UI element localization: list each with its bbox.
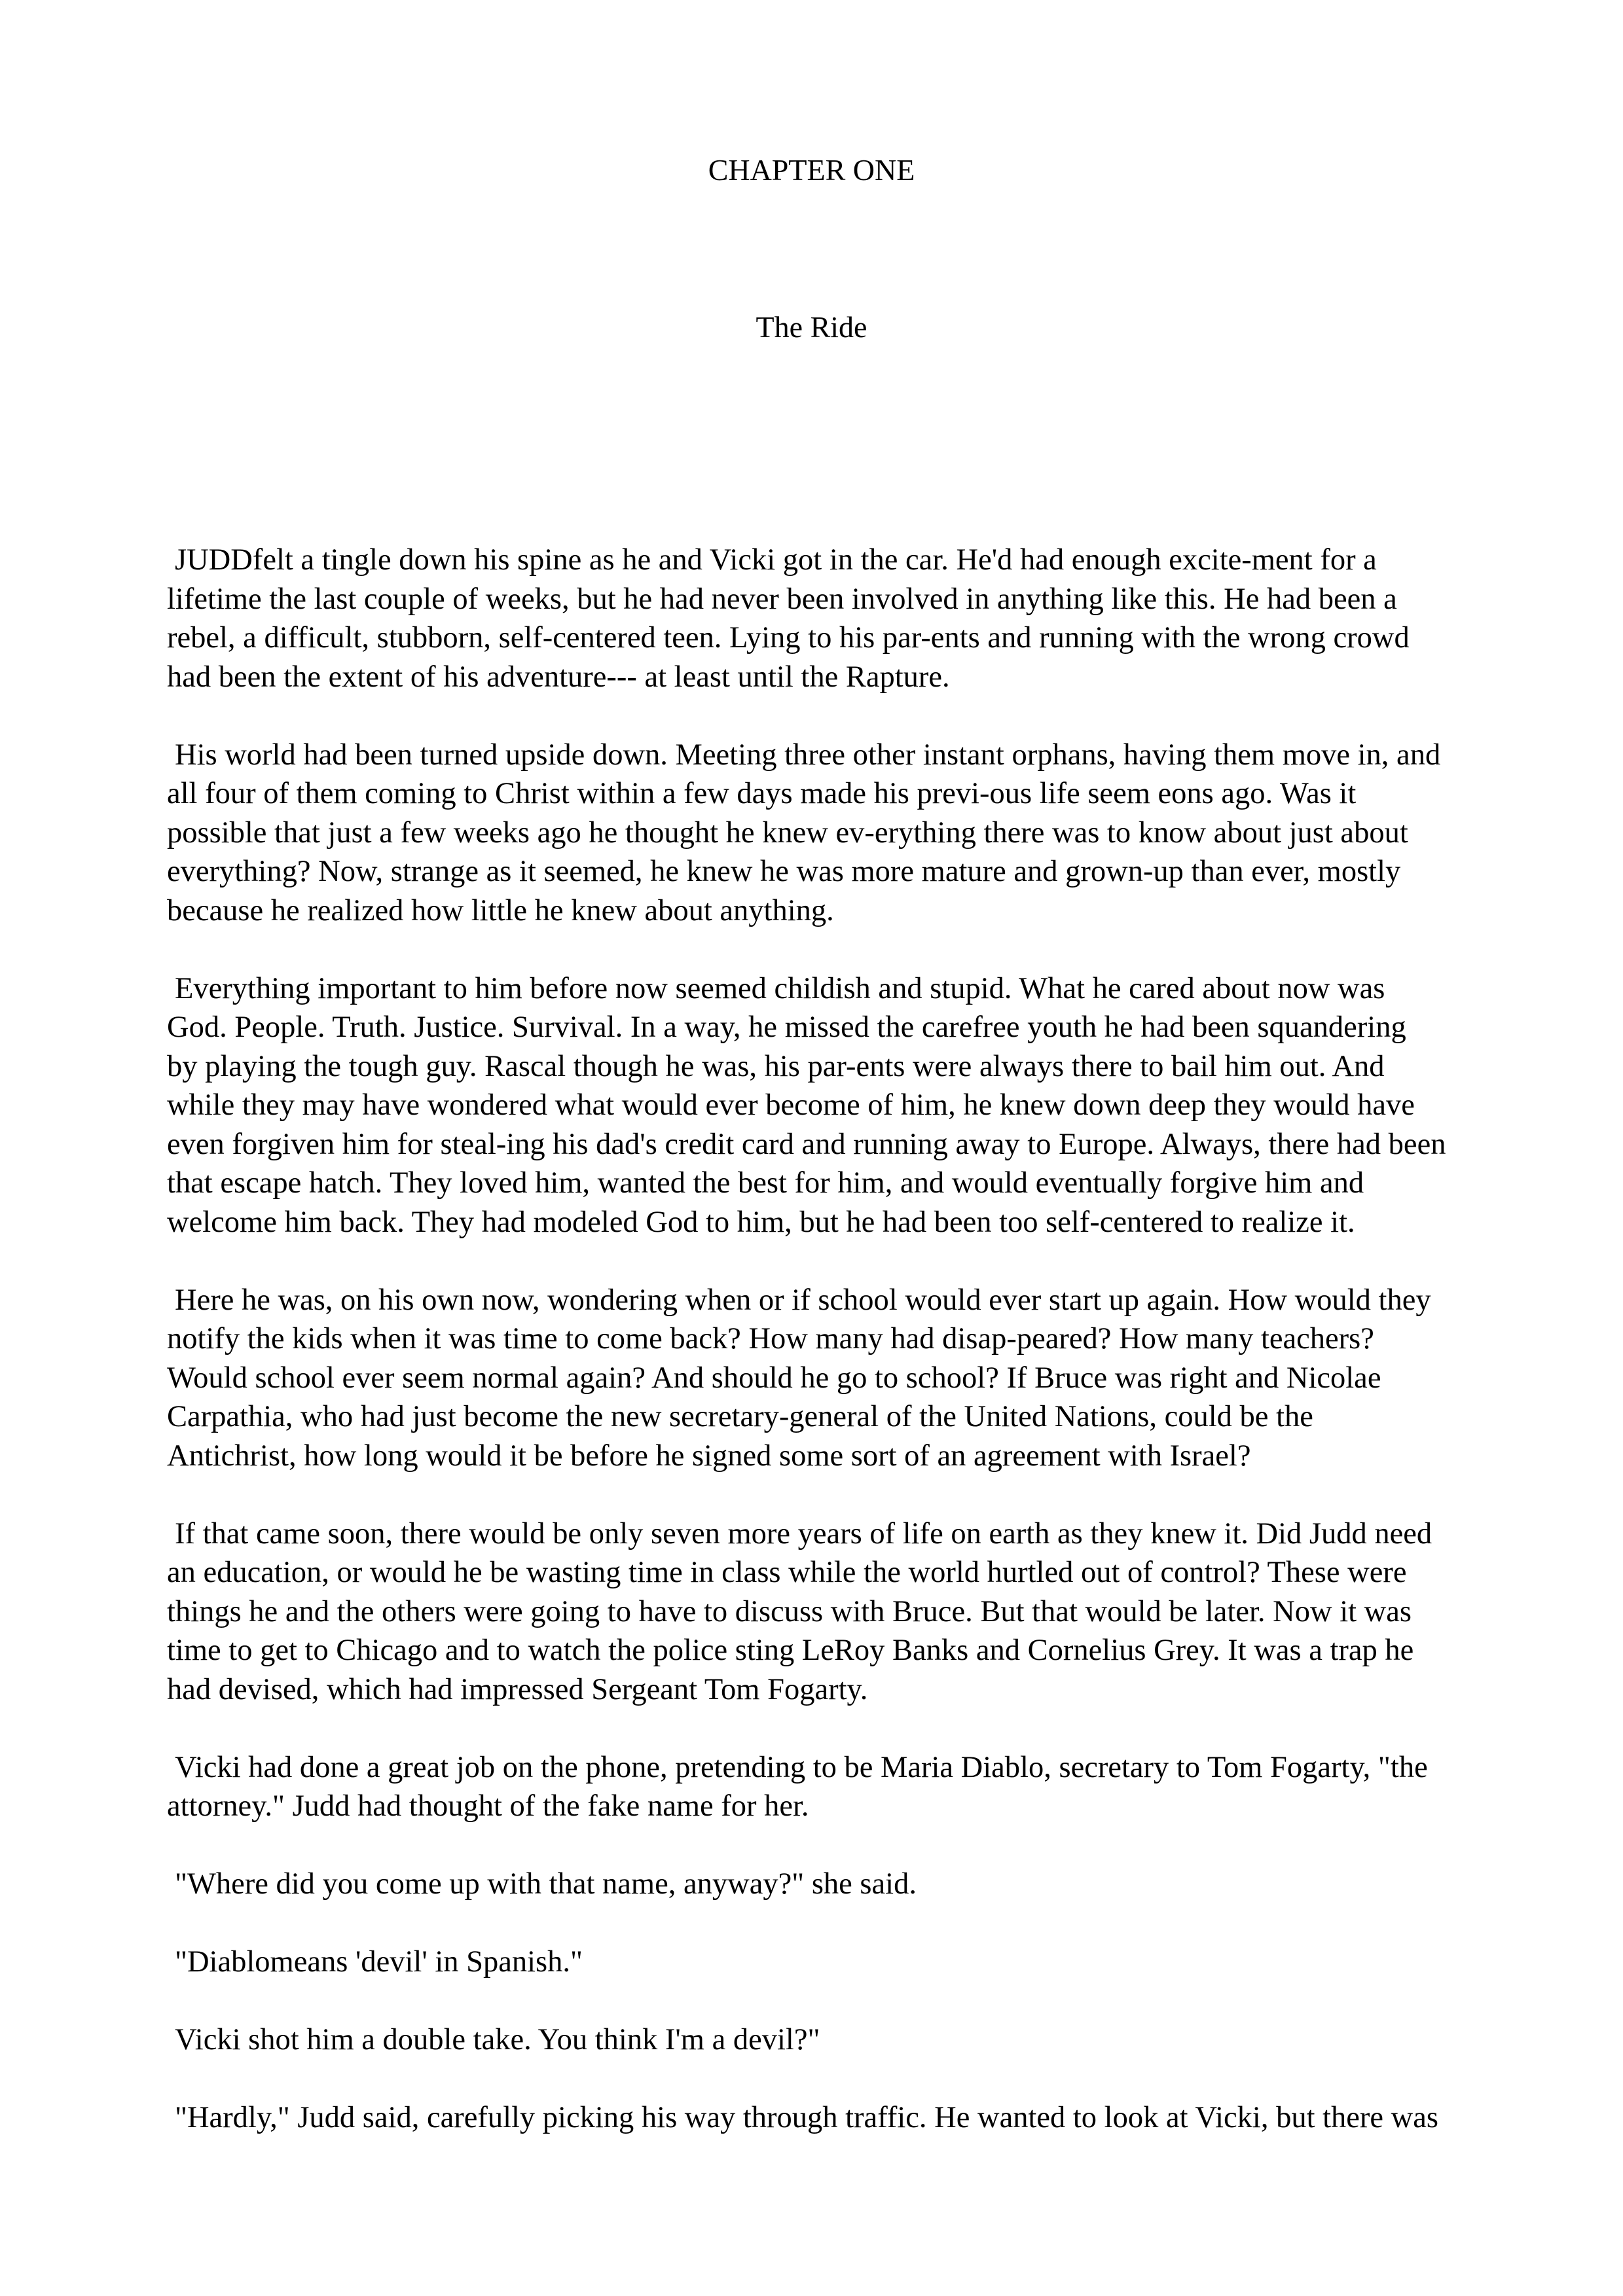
text-line: welcome him back. They had modeled God to him, but he had been too self-centered to realize it. — [167, 1205, 1355, 1239]
text-line: things he and the others were going to have to discuss with Bruce. But that would be later. Now it was — [167, 1594, 1412, 1628]
text-line: Everything important to him before now seemed childish and stupid. What he cared about now was — [175, 971, 1385, 1005]
text-line: "Where did you come up with that name, anyway?" she said. — [175, 1867, 917, 1901]
paragraph — [167, 1865, 1476, 1904]
paragraph — [167, 736, 1476, 931]
paragraph — [167, 969, 1476, 1242]
paragraph — [167, 2098, 1476, 2138]
text-line: notify the kids when it was time to come back? How many had disap-peared? How many teachers? — [167, 1322, 1374, 1355]
text-line: Would school ever seem normal again? And should he go to school? If Bruce was right and Nicolae — [167, 1361, 1381, 1395]
text-line: an education, or would he be wasting time in class while the world hurtled out of control? These were — [167, 1556, 1407, 1589]
text-line: "Diablomeans 'devil' in Spanish." — [175, 1945, 583, 1979]
text-line: If that came soon, there would be only seven more years of life on earth as they knew it. Did Judd need — [175, 1516, 1432, 1551]
text-line: Antichrist, how long would it be before he signed some sort of an agreement with Israel? — [167, 1439, 1251, 1473]
text-line: because he realized how little he knew about anything. — [167, 893, 834, 927]
paragraph — [167, 1281, 1476, 1476]
text-line: while they may have wondered what would ever become of him, he knew down deep they would have — [167, 1088, 1415, 1122]
text-line: lifetime the last couple of weeks, but he had never been involved in anything like this. He had been a — [167, 582, 1397, 616]
text-line: Vicki shot him a double take. You think I'm a devil?" — [175, 2023, 820, 2056]
text-line: all four of them coming to Christ within a few days made his previ-ous life seem eons ago. Was it — [167, 777, 1357, 810]
text-line: God. People. Truth. Justice. Survival. In a way, he missed the carefree youth he had been squandering — [167, 1011, 1406, 1044]
text-line: Here he was, on his own now, wondering when or if school would ever start up again. How would they — [175, 1283, 1431, 1317]
text-line: even forgiven him for steal-ing his dad's credit card and running away to Europe. Always, there had been — [167, 1127, 1446, 1161]
chapter-heading: CHAPTER ONE — [708, 153, 915, 187]
text-line: Carpathia, who had just become the new secretary-general of the United Nations, could be the — [167, 1400, 1313, 1433]
text-line: had devised, which had impressed Sergeant Tom Fogarty. — [167, 1672, 868, 1706]
text-line: time to get to Chicago and to watch the police sting LeRoy Banks and Cornelius Grey. It was a trap he — [167, 1634, 1414, 1667]
paragraph — [167, 1515, 1476, 1710]
paragraph — [167, 541, 1476, 696]
chapter-body — [167, 541, 1476, 2138]
text-line: had been the extent of his adventure--- at least until the Rapture. — [167, 660, 950, 694]
paragraph — [167, 1748, 1476, 1826]
text-line: everything? Now, strange as it seemed, he knew he was more mature and grown-up than ever, mostly — [167, 855, 1401, 888]
text-line: that escape hatch. They loved him, wanted the best for him, and would eventually forgive him and — [167, 1166, 1364, 1200]
text-line: Vicki had done a great job on the phone, pretending to be Maria Diablo, secretary to Tom Fogarty, "the — [175, 1750, 1428, 1784]
paragraph — [167, 2020, 1476, 2060]
text-line: rebel, a difficult, stubborn, self-centered teen. Lying to his par-ents and running with the wrong crowd — [167, 621, 1410, 655]
text-line: attorney." Judd had thought of the fake name for her. — [167, 1789, 809, 1823]
text-line: by playing the tough guy. Rascal though he was, his par-ents were always there to bail him out. And — [167, 1049, 1385, 1083]
chapter-title: The Ride — [756, 310, 867, 344]
text-line: His world had been turned upside down. Meeting three other instant orphans, having them move in, and — [175, 738, 1441, 772]
text-line: JUDDfelt a tingle down his spine as he and Vicki got in the car. He'd had enough excite-ment for a — [175, 543, 1377, 577]
text-line: possible that just a few weeks ago he thought he knew ev-erything there was to know about just about — [167, 816, 1408, 850]
text-line: "Hardly," Judd said, carefully picking his way through traffic. He wanted to look at Vicki, but there was — [175, 2101, 1438, 2134]
paragraph — [167, 1943, 1476, 1982]
